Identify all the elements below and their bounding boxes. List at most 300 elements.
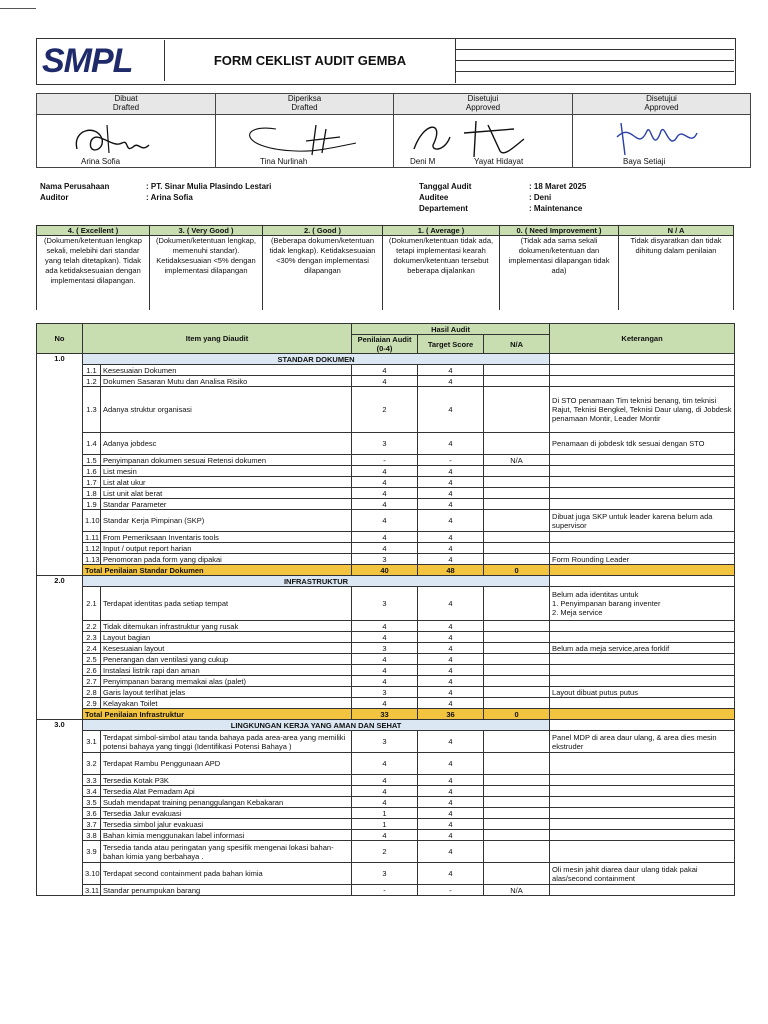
item-na bbox=[484, 510, 550, 532]
scale-description: (Beberapa dokumen/ketentuan tidak lengkap). Ketidaksesuaian <30% dengan implementasi dilapangan bbox=[263, 236, 383, 311]
item-na bbox=[484, 532, 550, 543]
scale-heading: 2. ( Good ) bbox=[263, 226, 383, 236]
item-description: Tersedia tanda atau peringatan yang spesifik mengenai lokasi bahan-bahan kimia yang berbahaya . bbox=[101, 841, 352, 863]
table-row bbox=[37, 841, 735, 863]
item-remark bbox=[550, 698, 735, 709]
table-row bbox=[37, 786, 735, 797]
item-remark bbox=[550, 797, 735, 808]
item-number: 1.8 bbox=[83, 488, 101, 499]
item-score: 4 bbox=[352, 665, 418, 676]
table-row bbox=[37, 466, 735, 477]
item-na bbox=[484, 499, 550, 510]
table-row bbox=[37, 731, 735, 753]
table-row bbox=[37, 808, 735, 819]
item-remark bbox=[550, 830, 735, 841]
scale-heading: 0. ( Need Improvement ) bbox=[500, 226, 619, 236]
item-number: 1.2 bbox=[83, 376, 101, 387]
item-remark: Di STO penamaan Tim teknisi benang, tim teknisi Rajut, Teknisi Bengkel, Teknisi Daur ulang, di Jobdesk penamaan Montir, Leader Montir bbox=[550, 387, 735, 433]
table-row bbox=[37, 455, 735, 466]
auditor-label: Auditor bbox=[40, 193, 69, 202]
item-description: Tersedia Alat Pemadam Api bbox=[101, 786, 352, 797]
item-remark bbox=[550, 808, 735, 819]
item-remark: Dibuat juga SKP untuk leader karena belum ada supervisor bbox=[550, 510, 735, 532]
table-row bbox=[37, 554, 735, 565]
item-score: 3 bbox=[352, 863, 418, 885]
table-row bbox=[37, 654, 735, 665]
item-score: 3 bbox=[352, 731, 418, 753]
item-na bbox=[484, 808, 550, 819]
table-row bbox=[37, 365, 735, 376]
item-number: 1.13 bbox=[83, 554, 101, 565]
item-target: 4 bbox=[418, 753, 484, 775]
item-number: 1.5 bbox=[83, 455, 101, 466]
item-score: 4 bbox=[352, 632, 418, 643]
item-score: 4 bbox=[352, 532, 418, 543]
item-na bbox=[484, 797, 550, 808]
item-description: List mesin bbox=[101, 466, 352, 477]
item-target: 4 bbox=[418, 499, 484, 510]
item-remark: Penamaan di jobdesk tdk sesuai dengan STO bbox=[550, 433, 735, 455]
item-number: 3.2 bbox=[83, 753, 101, 775]
header-divider bbox=[456, 71, 734, 72]
item-na bbox=[484, 433, 550, 455]
table-row bbox=[37, 632, 735, 643]
scale-heading: N / A bbox=[619, 226, 734, 236]
table-row bbox=[37, 698, 735, 709]
scale-description: (Tidak ada sama sekali dokumen/ketentuan dan implementasi dilapangan tidak ada) bbox=[500, 236, 619, 311]
item-remark bbox=[550, 499, 735, 510]
item-target: 4 bbox=[418, 554, 484, 565]
item-na bbox=[484, 665, 550, 676]
item-number: 1.4 bbox=[83, 433, 101, 455]
column-no: No bbox=[37, 324, 83, 354]
item-target: 4 bbox=[418, 543, 484, 554]
column-keterangan: Keterangan bbox=[550, 324, 735, 354]
item-remark bbox=[550, 841, 735, 863]
item-na bbox=[484, 753, 550, 775]
item-score: 4 bbox=[352, 376, 418, 387]
total-label: Total Penilaian Infrastruktur bbox=[83, 709, 352, 720]
item-remark: Layout dibuat putus putus bbox=[550, 687, 735, 698]
item-description: Standar Kerja Pimpinan (SKP) bbox=[101, 510, 352, 532]
item-score: 3 bbox=[352, 643, 418, 654]
item-remark bbox=[550, 775, 735, 786]
item-number: 1.10 bbox=[83, 510, 101, 532]
item-number: 1.12 bbox=[83, 543, 101, 554]
table-row bbox=[37, 753, 735, 775]
item-description: Dokumen Sasaran Mutu dan Analisa Risiko bbox=[101, 376, 352, 387]
item-score: 4 bbox=[352, 698, 418, 709]
item-remark: Form Rounding Leader bbox=[550, 554, 735, 565]
item-na bbox=[484, 477, 550, 488]
item-target: 4 bbox=[418, 808, 484, 819]
item-number: 3.10 bbox=[83, 863, 101, 885]
table-row bbox=[37, 376, 735, 387]
item-na bbox=[484, 488, 550, 499]
item-target: - bbox=[418, 455, 484, 466]
item-target: 4 bbox=[418, 621, 484, 632]
item-score: 4 bbox=[352, 621, 418, 632]
column-na: N/A bbox=[484, 335, 550, 354]
item-description: Bahan kimia menggunakan label informasi bbox=[101, 830, 352, 841]
item-score: 4 bbox=[352, 786, 418, 797]
section-row bbox=[37, 576, 735, 587]
item-target: - bbox=[418, 885, 484, 896]
item-description: Tersedia Jalur evakuasi bbox=[101, 808, 352, 819]
auditee-value: : Deni bbox=[529, 193, 552, 202]
item-target: 4 bbox=[418, 863, 484, 885]
date-value: : 18 Maret 2025 bbox=[529, 182, 587, 191]
item-na bbox=[484, 830, 550, 841]
item-score: 3 bbox=[352, 554, 418, 565]
item-score: 2 bbox=[352, 387, 418, 433]
item-na bbox=[484, 543, 550, 554]
item-number: 1.7 bbox=[83, 477, 101, 488]
date-label: Tanggal Audit bbox=[419, 182, 472, 191]
item-remark: Oli mesin jahit diarea daur ulang tidak pakai alas/second containment bbox=[550, 863, 735, 885]
item-score: 4 bbox=[352, 365, 418, 376]
item-na bbox=[484, 698, 550, 709]
item-na bbox=[484, 731, 550, 753]
item-na bbox=[484, 365, 550, 376]
item-description: Layout bagian bbox=[101, 632, 352, 643]
item-target: 4 bbox=[418, 433, 484, 455]
item-description: Standar Parameter bbox=[101, 499, 352, 510]
item-target: 4 bbox=[418, 654, 484, 665]
item-number: 3.11 bbox=[83, 885, 101, 896]
scale-description: Tidak disyaratkan dan tidak dihitung dalam penilaian bbox=[619, 236, 734, 311]
item-score: 4 bbox=[352, 488, 418, 499]
item-description: Penerangan dan ventilasi yang cukup bbox=[101, 654, 352, 665]
total-label: Total Penilaian Standar Dokumen bbox=[83, 565, 352, 576]
item-score: 1 bbox=[352, 808, 418, 819]
item-na bbox=[484, 819, 550, 830]
item-na bbox=[484, 643, 550, 654]
audit-table bbox=[36, 323, 735, 896]
table-row bbox=[37, 775, 735, 786]
total-empty bbox=[550, 565, 735, 576]
item-target: 4 bbox=[418, 532, 484, 543]
item-number: 2.3 bbox=[83, 632, 101, 643]
item-remark bbox=[550, 665, 735, 676]
scale-description: (Dokumen/ketentuan lengkap, memenuhi standar). Ketidaksesuaian <5% dengan implementasi dilapangan bbox=[150, 236, 263, 311]
table-row bbox=[37, 477, 735, 488]
item-target: 4 bbox=[418, 466, 484, 477]
item-remark: Belum ada identitas untuk 1. Penyimpanan barang inventer 2. Meja service bbox=[550, 587, 735, 621]
table-row bbox=[37, 532, 735, 543]
item-na bbox=[484, 654, 550, 665]
column-hasil-audit: Hasil Audit bbox=[352, 324, 550, 335]
item-na bbox=[484, 841, 550, 863]
signature-icon bbox=[67, 119, 157, 161]
form-title: FORM CEKLIST AUDIT GEMBA bbox=[165, 38, 456, 83]
item-description: Input / output report harian bbox=[101, 543, 352, 554]
table-row bbox=[37, 488, 735, 499]
column-target: Target Score bbox=[418, 335, 484, 354]
table-row bbox=[37, 676, 735, 687]
item-number: 3.1 bbox=[83, 731, 101, 753]
column-item: Item yang Diaudit bbox=[83, 324, 352, 354]
item-score: 4 bbox=[352, 676, 418, 687]
item-na bbox=[484, 687, 550, 698]
total-empty bbox=[550, 709, 735, 720]
approval-label: Diperiksa Drafted bbox=[216, 94, 394, 115]
item-remark bbox=[550, 819, 735, 830]
item-remark bbox=[550, 488, 735, 499]
table-row bbox=[37, 819, 735, 830]
item-score: 4 bbox=[352, 654, 418, 665]
signature-icon bbox=[613, 117, 703, 161]
item-target: 4 bbox=[418, 731, 484, 753]
section-title: INFRASTRUKTUR bbox=[83, 576, 550, 587]
item-remark: Belum ada meja service,area forklif bbox=[550, 643, 735, 654]
table-row bbox=[37, 643, 735, 654]
item-score: 3 bbox=[352, 687, 418, 698]
item-na bbox=[484, 775, 550, 786]
item-number: 3.5 bbox=[83, 797, 101, 808]
item-description: Penyimpanan barang memakai alas (palet) bbox=[101, 676, 352, 687]
item-remark bbox=[550, 466, 735, 477]
section-title: LINGKUNGAN KERJA YANG AMAN DAN SEHAT bbox=[83, 720, 550, 731]
company-logo: SMPL bbox=[38, 40, 165, 81]
scale-description: (Dokumen/ketentuan tidak ada, tetapi implementasi kearah dokumen/ketentuan tersebut beberapa dijalankan bbox=[383, 236, 500, 311]
approval-label: Disetujui Approved bbox=[394, 94, 573, 115]
item-description: Garis layout terlihat jelas bbox=[101, 687, 352, 698]
item-description: Kesesuaian Dokumen bbox=[101, 365, 352, 376]
item-score: 4 bbox=[352, 775, 418, 786]
approval-table bbox=[36, 93, 751, 168]
total-target: 48 bbox=[418, 565, 484, 576]
item-description: Penomoran pada form yang dipakai bbox=[101, 554, 352, 565]
item-description: Tidak ditemukan infrastruktur yang rusak bbox=[101, 621, 352, 632]
auditee-label: Auditee bbox=[419, 193, 449, 202]
item-target: 4 bbox=[418, 376, 484, 387]
item-number: 3.6 bbox=[83, 808, 101, 819]
table-row bbox=[37, 387, 735, 433]
item-description: Tersedia simbol jalur evakuasi bbox=[101, 819, 352, 830]
section-row bbox=[37, 354, 735, 365]
item-description: Tersedia Kotak P3K bbox=[101, 775, 352, 786]
item-number: 1.11 bbox=[83, 532, 101, 543]
company-label: Nama Perusahaan bbox=[40, 182, 110, 191]
table-row bbox=[37, 830, 735, 841]
item-target: 4 bbox=[418, 643, 484, 654]
item-number: 2.7 bbox=[83, 676, 101, 687]
item-number: 2.5 bbox=[83, 654, 101, 665]
item-number: 2.6 bbox=[83, 665, 101, 676]
section-empty bbox=[550, 720, 735, 731]
item-description: Kelayakan Toilet bbox=[101, 698, 352, 709]
item-remark bbox=[550, 365, 735, 376]
item-number: 2.8 bbox=[83, 687, 101, 698]
table-row bbox=[37, 665, 735, 676]
item-na bbox=[484, 676, 550, 687]
item-number: 1.1 bbox=[83, 365, 101, 376]
total-score: 33 bbox=[352, 709, 418, 720]
item-score: 4 bbox=[352, 510, 418, 532]
item-remark bbox=[550, 632, 735, 643]
item-score: 2 bbox=[352, 841, 418, 863]
item-description: List unit alat berat bbox=[101, 488, 352, 499]
item-number: 1.3 bbox=[83, 387, 101, 433]
signature-cell: Deni M Yayat Hidayat bbox=[394, 115, 573, 168]
department-label: Departement bbox=[419, 204, 468, 213]
item-number: 1.9 bbox=[83, 499, 101, 510]
item-target: 4 bbox=[418, 786, 484, 797]
auditor-value: : Arina Sofia bbox=[146, 193, 193, 202]
total-score: 40 bbox=[352, 565, 418, 576]
item-remark bbox=[550, 376, 735, 387]
scoring-scale-table bbox=[36, 225, 734, 310]
item-na bbox=[484, 466, 550, 477]
table-row bbox=[37, 587, 735, 621]
item-remark bbox=[550, 753, 735, 775]
item-description: Terdapat simbol-simbol atau tanda bahaya pada area-area yang memiliki potensi bahaya yang tinggi (Identifikasi Potensi Bahaya ) bbox=[101, 731, 352, 753]
item-remark bbox=[550, 532, 735, 543]
item-score: 4 bbox=[352, 543, 418, 554]
scan-mark bbox=[0, 8, 36, 9]
item-target: 4 bbox=[418, 510, 484, 532]
item-na: N/A bbox=[484, 885, 550, 896]
header-divider bbox=[456, 49, 734, 50]
item-na bbox=[484, 376, 550, 387]
item-target: 4 bbox=[418, 488, 484, 499]
section-empty bbox=[550, 354, 735, 365]
item-number: 2.2 bbox=[83, 621, 101, 632]
item-number: 3.4 bbox=[83, 786, 101, 797]
table-row bbox=[37, 687, 735, 698]
item-description: Terdapat second containment pada bahan kimia bbox=[101, 863, 352, 885]
table-row bbox=[37, 510, 735, 532]
table-row bbox=[37, 797, 735, 808]
item-number: 2.9 bbox=[83, 698, 101, 709]
scale-heading: 3. ( Very Good ) bbox=[150, 226, 263, 236]
item-description: Penyimpanan dokumen sesuai Retensi dokumen bbox=[101, 455, 352, 466]
item-na bbox=[484, 786, 550, 797]
item-description: From Pemeriksaan Inventaris tools bbox=[101, 532, 352, 543]
scale-description: (Dokumen/ketentuan lengkap sekali, melebihi dari standar yang telah ditetapkan). Tidak ada ketidaksesuaian dengan implementasi dilapangan. bbox=[37, 236, 150, 311]
item-target: 4 bbox=[418, 841, 484, 863]
signature-icon bbox=[236, 119, 376, 161]
item-number: 2.1 bbox=[83, 587, 101, 621]
item-description: Standar penumpukan barang bbox=[101, 885, 352, 896]
item-number: 3.7 bbox=[83, 819, 101, 830]
item-description: List alat ukur bbox=[101, 477, 352, 488]
item-number: 3.9 bbox=[83, 841, 101, 863]
item-na bbox=[484, 554, 550, 565]
item-na bbox=[484, 387, 550, 433]
item-score: 3 bbox=[352, 587, 418, 621]
item-description: Instalasi listrik rapi dan aman bbox=[101, 665, 352, 676]
table-row bbox=[37, 433, 735, 455]
item-description: Adanya jobdesc bbox=[101, 433, 352, 455]
item-description: Terdapat Rambu Penggunaan APD bbox=[101, 753, 352, 775]
header-divider bbox=[456, 60, 734, 61]
total-na: 0 bbox=[484, 565, 550, 576]
item-score: 4 bbox=[352, 830, 418, 841]
item-target: 4 bbox=[418, 830, 484, 841]
item-score: 3 bbox=[352, 433, 418, 455]
department-value: : Maintenance bbox=[529, 204, 583, 213]
item-na bbox=[484, 587, 550, 621]
item-remark bbox=[550, 654, 735, 665]
total-target: 36 bbox=[418, 709, 484, 720]
item-target: 4 bbox=[418, 775, 484, 786]
item-target: 4 bbox=[418, 632, 484, 643]
item-number: 2.4 bbox=[83, 643, 101, 654]
item-remark bbox=[550, 477, 735, 488]
signature-cell: Arina Sofia bbox=[37, 115, 216, 168]
section-number: 3.0 bbox=[37, 720, 83, 896]
column-penilaian: Penilaian Audit (0-4) bbox=[352, 335, 418, 354]
scale-heading: 4. ( Excellent ) bbox=[37, 226, 150, 236]
table-row bbox=[37, 543, 735, 554]
item-description: Kesesuaian layout bbox=[101, 643, 352, 654]
total-row bbox=[37, 709, 735, 720]
item-description: Adanya struktur organisasi bbox=[101, 387, 352, 433]
table-row bbox=[37, 499, 735, 510]
table-row bbox=[37, 621, 735, 632]
item-score: 4 bbox=[352, 753, 418, 775]
item-target: 4 bbox=[418, 665, 484, 676]
item-score: - bbox=[352, 455, 418, 466]
item-score: 4 bbox=[352, 797, 418, 808]
company-value: : PT. Sinar Mulia Plasindo Lestari bbox=[146, 182, 272, 191]
section-empty bbox=[550, 576, 735, 587]
item-target: 4 bbox=[418, 587, 484, 621]
item-remark bbox=[550, 455, 735, 466]
item-target: 4 bbox=[418, 676, 484, 687]
section-number: 2.0 bbox=[37, 576, 83, 720]
item-target: 4 bbox=[418, 687, 484, 698]
item-remark bbox=[550, 543, 735, 554]
item-na: N/A bbox=[484, 455, 550, 466]
signature-cell: Tina Nurlinah bbox=[216, 115, 394, 168]
approval-label: Dibuat Drafted bbox=[37, 94, 216, 115]
item-description: Sudah mendapat training penanggulangan Kebakaran bbox=[101, 797, 352, 808]
scale-heading: 1. ( Average ) bbox=[383, 226, 500, 236]
item-target: 4 bbox=[418, 819, 484, 830]
item-remark bbox=[550, 621, 735, 632]
total-row bbox=[37, 565, 735, 576]
item-number: 3.8 bbox=[83, 830, 101, 841]
item-na bbox=[484, 632, 550, 643]
signature-cell: Baya Setiaji bbox=[573, 115, 751, 168]
section-row bbox=[37, 720, 735, 731]
item-target: 4 bbox=[418, 365, 484, 376]
item-score: 4 bbox=[352, 477, 418, 488]
item-score: 4 bbox=[352, 499, 418, 510]
item-score: 1 bbox=[352, 819, 418, 830]
item-target: 4 bbox=[418, 698, 484, 709]
item-target: 4 bbox=[418, 477, 484, 488]
signature-icon bbox=[404, 117, 554, 161]
item-remark bbox=[550, 885, 735, 896]
item-na bbox=[484, 863, 550, 885]
item-description: Terdapat identitas pada setiap tempat bbox=[101, 587, 352, 621]
item-score: 4 bbox=[352, 466, 418, 477]
item-target: 4 bbox=[418, 387, 484, 433]
item-remark bbox=[550, 786, 735, 797]
item-na bbox=[484, 621, 550, 632]
item-target: 4 bbox=[418, 797, 484, 808]
section-number: 1.0 bbox=[37, 354, 83, 576]
table-row bbox=[37, 863, 735, 885]
total-na: 0 bbox=[484, 709, 550, 720]
section-title: STANDAR DOKUMEN bbox=[83, 354, 550, 365]
item-score: - bbox=[352, 885, 418, 896]
approval-label: Disetujui Approved bbox=[573, 94, 751, 115]
